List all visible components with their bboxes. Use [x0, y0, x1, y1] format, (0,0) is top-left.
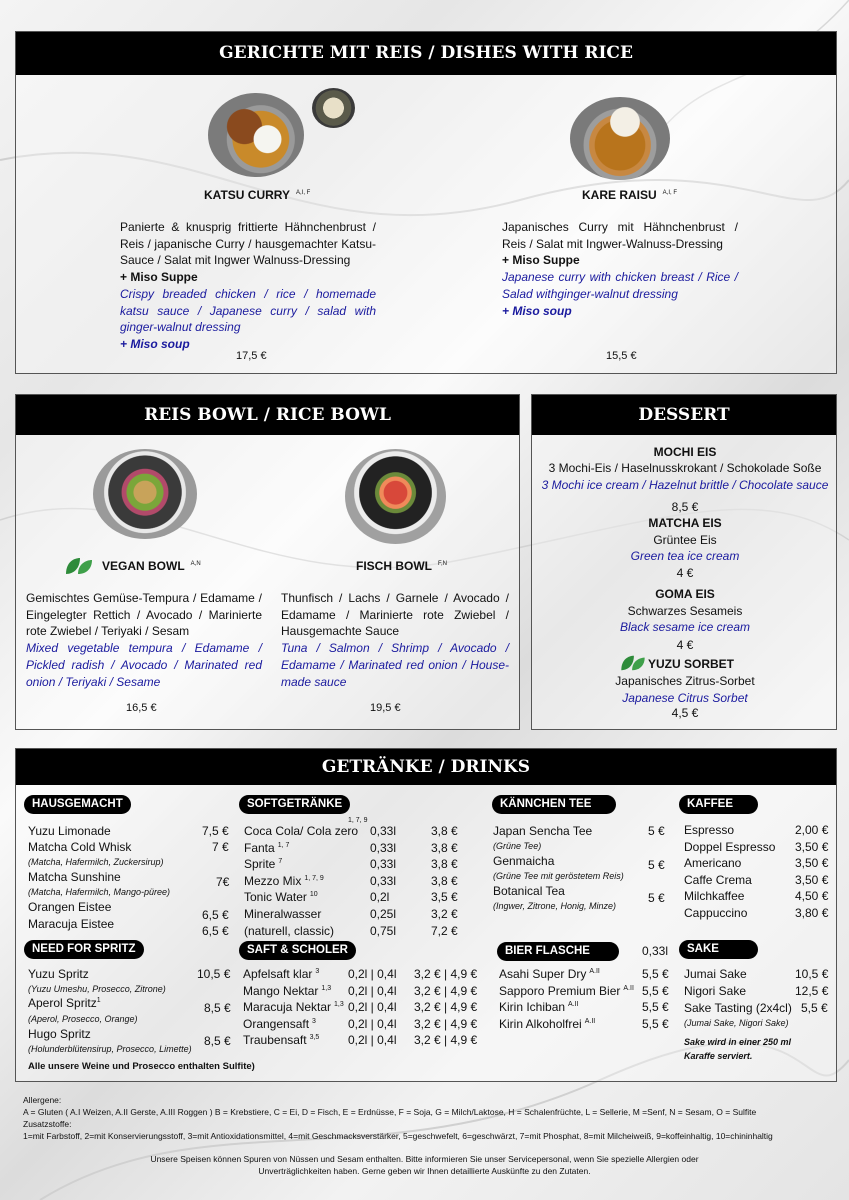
dessert-matcha-price: 4 € [676, 566, 694, 580]
saft-item-size: 0,2l | 0,4l [348, 967, 397, 981]
tee-item-price: 5 € [648, 824, 665, 838]
tee-item-price: 5 € [648, 891, 665, 905]
saft-item-name: Apfelsaft klar $^3$ [243, 967, 320, 981]
kaffee-item-price: 3,50 € [795, 872, 829, 887]
soft-item-size: 0,33l [370, 840, 397, 855]
fisch-bowl-image [345, 449, 446, 544]
katsu-curry-price: 17,5 € [236, 350, 267, 362]
soft-item-price: 7,2 € [431, 923, 458, 938]
vegan-bowl-title: VEGAN BOWL $^{A,N}$ [102, 559, 201, 573]
spuren-text: Unverträglichkeiten haben. Gerne geben wir Ihnen detaillierte Auskünfte zu den Zutaten. [258, 1166, 591, 1176]
soft-item-name: Fanta $^{1, 7}$ [244, 840, 290, 855]
tee-item-note: (Grüne Tee) [493, 841, 542, 851]
hausgemacht-item-price: 6,5 € [202, 924, 229, 938]
hausgemacht-item-name: Orangen Eistee [28, 900, 112, 914]
sake-item-name: Jumai Sake [684, 967, 747, 981]
dessert-goma-en: Black sesame ice cream [619, 620, 751, 634]
soft-item-price: 3,8 € [431, 857, 458, 872]
spritz-item-price: 8,5 € [204, 1034, 231, 1048]
zusatz-title: Zusatzstoffe: [23, 1119, 72, 1129]
yuzu-leaf-icon [619, 654, 647, 672]
tee-item-name: Botanical Tea [493, 884, 565, 898]
sake-item-price: 10,5 € [795, 967, 829, 981]
bier-item-name: Kirin Ichiban $^{A.II}$ [499, 1000, 579, 1015]
saft-item-size: 0,2l | 0,4l [348, 1000, 397, 1015]
spritz-item-name: Yuzu Spritz [28, 967, 89, 981]
soft-title: SOFTGETRÄNKE [239, 795, 350, 814]
kare-raisu-title: KARE RAISU $^{A,I, F}$ [582, 188, 678, 202]
tee-title: KÄNNCHEN TEE [492, 795, 616, 814]
vegan-bowl-image [93, 449, 197, 539]
sake-item-price: 5,5 € [801, 1001, 828, 1015]
hausgemacht-item-name: Matcha Sunshine [28, 870, 121, 884]
miso-soup-image [312, 88, 355, 128]
kaffee-item-price: 3,50 € [795, 856, 829, 871]
spritz-item-note: (Yuzu Umeshu, Prosecco, Zitrone) [28, 984, 166, 994]
bier-item-price: 5,5 € [642, 983, 669, 998]
kare-raisu-description: Japanisches Curry mit Hähnchenbrust / Reis / Salat mit Ingwer-Walnuss-Dressing + Miso Suppe Japanese curry with chicken breast / Rice / Salad withginger-walnut dressing + Miso soup [502, 220, 738, 318]
kaffee-item-name: Espresso [684, 823, 735, 837]
sake-item-price: 12,5 € [795, 984, 829, 998]
vegan-bowl-price: 16,5 € [126, 702, 157, 714]
soft-item-name: Mezzo Mix $^{1, 7, 9}$ [244, 873, 324, 888]
dessert-mochi-name: MOCHI EIS [653, 445, 717, 459]
sake-karaffe-note: Karaffe serviert. [684, 1051, 753, 1061]
dessert-goma-de: Schwarzes Sesameis [627, 604, 743, 618]
saft-item-size: 0,2l | 0,4l [348, 1016, 397, 1031]
dessert-yuzu-price: 4,5 € [671, 706, 699, 720]
spritz-item-note: (Aperol, Prosecco, Orange) [28, 1014, 138, 1024]
bier-title: BIER FLASCHE [497, 942, 619, 961]
dessert-matcha-en: Green tea ice cream [630, 549, 740, 563]
saft-item-name: Traubensaft $^{3,5}$ [243, 1033, 320, 1048]
fisch-bowl-price: 19,5 € [370, 702, 401, 714]
saft-item-size: 0,2l | 0,4l [348, 983, 397, 998]
soft-item-size: 0,33l [370, 857, 397, 872]
fisch-bowl-title: FISCH BOWL $^{F,N}$ [356, 559, 447, 573]
saft-item-price: 3,2 € | 4,9 € [414, 1016, 478, 1031]
soft-item-name: Sprite $^7$ [244, 857, 283, 872]
kaffee-item-price: 2,00 € [795, 823, 829, 837]
hausgemacht-item-price: 7 € [212, 840, 229, 854]
tee-item-name: Genmaicha [493, 854, 555, 868]
dessert-header: DESSERT [532, 395, 836, 435]
soft-item-name: Tonic Water $^{10}$ [244, 890, 318, 905]
soft-item-name: Coca Cola/ Cola zero [244, 824, 359, 838]
hausgemacht-item-price: 7,5 € [202, 824, 229, 838]
saft-item-price: 3,2 € | 4,9 € [414, 1000, 478, 1015]
hausgemacht-item-note: (Matcha, Hafermilch, Mango-püree) [28, 887, 171, 897]
vegan-leaf-icon [64, 556, 94, 576]
tee-item-price: 5 € [648, 858, 665, 872]
soft-item-size: 0,2l [370, 890, 390, 905]
saft-item-name: Maracuja Nektar $^{1,3}$ [243, 1000, 344, 1015]
kaffee-title: KAFFEE [679, 795, 758, 814]
dessert-yuzu-name: YUZU SORBET [648, 657, 735, 671]
soft-item-price: 3,8 € [431, 873, 458, 888]
soft-item-size: 0,33l [370, 873, 397, 888]
hausgemacht-title: HAUSGEMACHT [24, 795, 131, 814]
spritz-item-name: Aperol Spritz$^1$ [28, 996, 101, 1010]
soft-item-size: 0,75l [370, 923, 397, 938]
soft-item-size: 0,25l [370, 907, 397, 921]
dessert-goma-name: GOMA EIS [655, 587, 715, 601]
kaffee-item-name: Americano [684, 856, 742, 871]
kare-raisu-image [570, 97, 670, 180]
allergene-text: A = Gluten ( A.I Weizen, A.II Gerste, A.III Roggen ) B = Krebstiere, C = Ei, D = Fisch, E = Erdnüsse, F = Soja, G = Milch/Laktose, H = Schalenfrüchte, L = Sellerie, M =Senf, N = Sesam, O = Sulfite [23, 1107, 757, 1117]
soft-item-price: 3,5 € [431, 890, 458, 905]
dessert-matcha-name: MATCHA EIS [648, 516, 722, 530]
drinks-header: GETRÄNKE / DRINKS [16, 749, 836, 785]
bier-item-name: Sapporo Premium Bier $^{A.II}$ [499, 983, 634, 998]
hausgemacht-item-price: 7€ [216, 875, 230, 889]
kaffee-item-name: Cappuccino [684, 906, 748, 920]
soft-item-price: 3,2 € [431, 907, 458, 921]
sake-item-name: Nigori Sake [684, 984, 747, 998]
kaffee-item-name: Caffe Crema [684, 872, 752, 887]
saft-item-size: 0,2l | 0,4l [348, 1033, 397, 1048]
kaffee-item-name: Milchkaffee [684, 889, 745, 904]
dessert-yuzu-en: Japanese Citrus Sorbet [622, 691, 748, 705]
hausgemacht-item-name: Maracuja Eistee [28, 917, 115, 931]
zusatz-text: 1=mit Farbstoff, 2=mit Konservierungsstoff, 3=mit Antioxidationsmittel, 4=mit Geschmacksverstärker, 5=geschwefelt, 6=geschwärzt, 7=mit Phosphat, 8=mit Milcheiweiß, 9=koffeinhaltig, 10=chininhaltig [23, 1131, 773, 1141]
soft-item-price: 3,8 € [431, 840, 458, 855]
dessert-mochi-de: 3 Mochi-Eis / Haselnusskrokant / Schokolade Soße [548, 461, 822, 475]
tee-item-note: (Ingwer, Zitrone, Honig, Minze) [493, 901, 617, 911]
dessert-goma-price: 4 € [676, 638, 694, 652]
spritz-item-price: 8,5 € [204, 1001, 231, 1015]
hausgemacht-item-price: 6,5 € [202, 908, 229, 922]
sake-title: SAKE [679, 940, 758, 959]
saft-item-price: 3,2 € | 4,9 € [414, 983, 478, 998]
sake-note: (Jumai Sake, Nigori Sake) [684, 1018, 789, 1028]
kaffee-item-name: Doppel Espresso [684, 839, 776, 854]
soft-item-size: 0,33l [370, 824, 397, 838]
saft-item-name: Mango Nektar $^{1,3}$ [243, 983, 332, 998]
katsu-curry-title: KATSU CURRY $^{A,I, F}$ [204, 188, 311, 202]
dessert-yuzu-de: Japanisches Zitrus-Sorbet [615, 674, 755, 688]
sulfite-note: Alle unsere Weine und Prosecco enthalten Sulfite) [28, 1061, 255, 1072]
spritz-item-note: (Holunderblütensirup, Prosecco, Limette) [28, 1044, 192, 1054]
dessert-mochi-en: 3 Mochi ice cream / Hazelnut brittle / Chocolate sauce [541, 478, 829, 492]
soft-title-sup: 1, 7, 9 [348, 817, 368, 824]
hausgemacht-item-name: Yuzu Limonade [28, 824, 111, 838]
soft-item-price: 3,8 € [431, 824, 458, 838]
bier-item-price: 5,5 € [642, 1016, 669, 1031]
bier-size: 0,33l [642, 944, 669, 958]
hausgemacht-item-note: (Matcha, Hafermilch, Zuckersirup) [28, 857, 164, 867]
spritz-item-price: 10,5 € [197, 967, 231, 981]
kare-raisu-price: 15,5 € [606, 350, 637, 362]
kaffee-item-price: 3,50 € [795, 839, 829, 854]
spritz-item-name: Hugo Spritz [28, 1027, 91, 1041]
soft-item-name: Mineralwasser [244, 907, 322, 921]
tee-item-name: Japan Sencha Tee [493, 824, 593, 838]
bowl-header: REIS BOWL / RICE BOWL [16, 395, 519, 435]
soft-item-name: (naturell, classic) [244, 923, 335, 938]
vegan-bowl-description: Gemischtes Gemüse-Tempura / Edamame / Eingelegter Rettich / Avocado / Marinierte rote Zwiebel / Teriyaki / Sesam Mixed vegetable tempura / Edamame / Pickled radish / Avocado / Marinated red onion / Teriyaki / Sesame [26, 591, 262, 689]
dessert-mochi-price: 8,5 € [671, 500, 699, 514]
kaffee-item-price: 3,80 € [795, 906, 829, 920]
bier-item-price: 5,5 € [642, 1000, 669, 1015]
spuren-text: Unsere Speisen können Spuren von Nüssen und Sesam enthalten. Bitte informieren Sie unser Servicepersonal, wenn Sie spezielle Allergien oder [150, 1154, 699, 1164]
katsu-curry-image [208, 93, 304, 177]
bier-item-name: Kirin Alkoholfrei $^{A.II}$ [499, 1016, 596, 1031]
bier-item-name: Asahi Super Dry $^{A.II}$ [499, 967, 600, 981]
dessert-matcha-de: Grüntee Eis [653, 533, 717, 547]
sake-karaffe-note: Sake wird in einer 250 ml [684, 1037, 792, 1047]
hausgemacht-item-name: Matcha Cold Whisk [28, 840, 132, 854]
rice-header: GERICHTE MIT REIS / DISHES WITH RICE [16, 32, 836, 75]
spritz-title: NEED FOR SPRITZ [24, 940, 144, 959]
bier-item-price: 5,5 € [642, 967, 669, 981]
sake-item-name: Sake Tasting (2x4cl) [684, 1001, 792, 1015]
allergene-title: Allergene: [23, 1095, 62, 1105]
saft-item-price: 3,2 € | 4,9 € [414, 1033, 478, 1048]
tee-item-note: (Grüne Tee mit geröstetem Reis) [493, 871, 624, 881]
fisch-bowl-description: Thunfisch / Lachs / Garnele / Avocado / Edamame / Marinierte rote Zwiebel / Hausgemachte Sauce Tuna / Salmon / Shrimp / Avocado / Edamame / Marinated red onion / House-made sauce [281, 591, 509, 689]
kaffee-item-price: 4,50 € [795, 889, 829, 904]
saft-item-price: 3,2 € | 4,9 € [414, 967, 478, 981]
saft-item-name: Orangensaft $^3$ [243, 1016, 316, 1031]
saft-title: SAFT & SCHOLER [239, 941, 356, 960]
katsu-curry-description: Panierte & knusprig frittierte Hähnchenbrust / Reis / japanische Curry / hausgemachter Katsu-Sauce / Salat mit Ingwer Walnuss-Dressing + Miso Suppe Crispy breaded chicken / rice / homemade katsu sauce / Japanese curry / salad with ginger-walnut dressing + Miso soup [120, 220, 376, 351]
